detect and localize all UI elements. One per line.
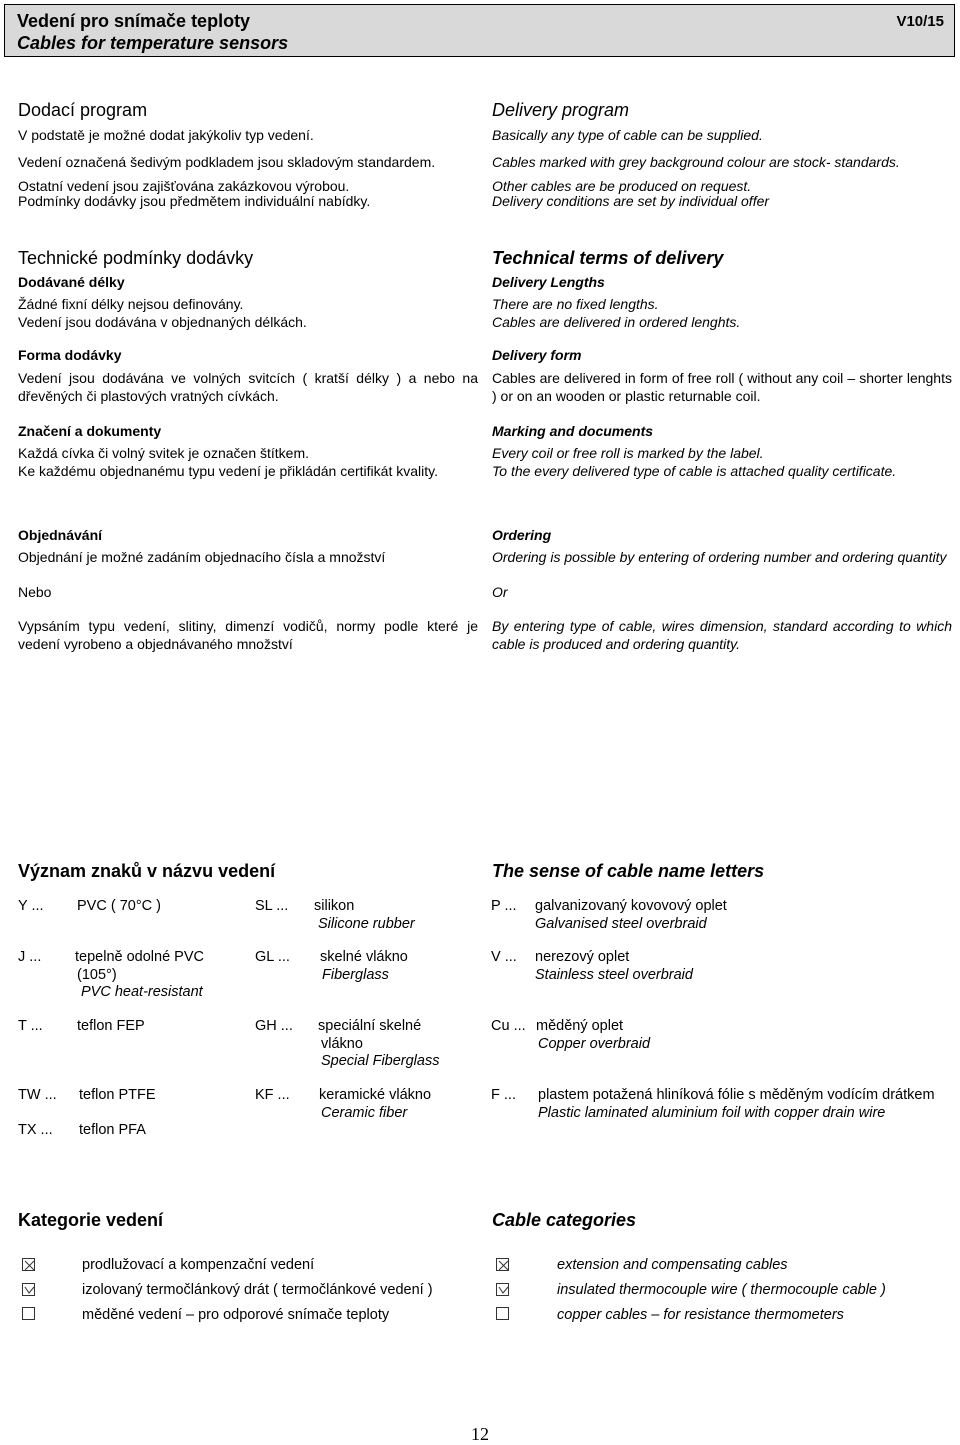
text-paragraph: By entering type of cable, wires dimension, standard according to which cable is produced and ordering quantity.	[492, 618, 952, 652]
text-line: To the every delivered type of cable is attached quality certificate.	[492, 462, 897, 479]
text-line: Other cables are be produced on request.	[492, 178, 752, 194]
subsection-title: Objednávání	[18, 527, 103, 543]
category-label-en: copper cables – for resistance thermometers	[557, 1307, 844, 1323]
text-paragraph: Cables are delivered in form of free roll ( without any coil – shorter lenghts ) or on an wooden or plastic returnable coil.	[492, 370, 952, 404]
category-label-cz: měděné vedení – pro odporové snímače teploty	[82, 1307, 390, 1323]
letter-description-en: Galvanised steel overbraid	[535, 915, 707, 932]
letter-description: nerezový oplet	[535, 949, 630, 965]
text-line: Every coil or free roll is marked by the label.	[492, 445, 764, 461]
x-checkbox-icon	[496, 1258, 509, 1271]
category-label-cz: prodlužovací a kompenzační vedení	[82, 1257, 315, 1273]
text-paragraph: Vypsáním typu vedení, slitiny, dimenzí vodičů, normy podle které je vedení vyrobeno a objednávaného množství	[18, 618, 478, 652]
text-line: Basically any type of cable can be supplied.	[492, 127, 763, 143]
header-version: V10/15	[896, 13, 944, 30]
page-number: 12	[471, 1424, 489, 1444]
text-line: Ke každému objednanému typu vedení je přikládán certifikát kvality.	[18, 462, 438, 479]
letter-code: J ...	[18, 949, 42, 965]
subsection-title: Forma dodávky	[18, 347, 122, 363]
letter-description: teflon FEP	[77, 1018, 145, 1034]
letter-description: tepelně odolné PVC	[75, 949, 204, 965]
letter-code: KF ...	[255, 1087, 290, 1103]
check-checkbox-icon	[22, 1283, 35, 1296]
letter-description: vlákno	[321, 1035, 363, 1052]
letter-description-en: Plastic laminated aluminium foil with copper drain wire	[538, 1104, 886, 1121]
text-paragraph: Ordering is possible by entering of ordering number and ordering quantity	[492, 549, 947, 565]
text-line: Or	[492, 583, 508, 600]
ordering-cz	[18, 526, 478, 653]
letter-description: keramické vlákno	[319, 1087, 432, 1103]
letters-title-en: The sense of cable name letters	[492, 861, 765, 881]
letter-description: teflon PTFE	[79, 1087, 156, 1103]
text-line: Ostatní vedení jsou zajišťována zakázkovou výrobou.	[18, 178, 350, 194]
subsection-title: Marking and documents	[492, 423, 654, 439]
text-line: Cables are delivered in ordered lenghts.	[492, 313, 741, 330]
section-title: Technical terms of delivery	[492, 248, 724, 268]
section-title: Dodací program	[18, 100, 148, 120]
section-title: Technické podmínky dodávky	[18, 248, 254, 268]
empty-checkbox-icon	[496, 1307, 509, 1320]
letter-code: GL ...	[255, 949, 290, 965]
text-line: Objednání je možné zadáním objednacího čísla a množství	[18, 549, 386, 565]
section-title: Delivery program	[492, 100, 630, 120]
letter-code: TX ...	[18, 1122, 53, 1138]
text-line: Podmínky dodávky jsou předmětem individuální nabídky.	[18, 193, 371, 209]
letter-description: teflon PFA	[79, 1122, 146, 1138]
letter-description-en: Stainless steel overbraid	[535, 966, 693, 983]
letter-code: P ...	[491, 898, 517, 914]
letter-description: silikon	[314, 898, 355, 914]
letter-description: galvanizovaný kovovový oplet	[535, 898, 727, 914]
text-paragraph: Vedení jsou dodávána ve volných svitcích ( kratší délky ) a nebo na dřevěných či plastových vratných cívkách.	[18, 370, 478, 404]
text-line: V podstatě je možné dodat jakýkoliv typ vedení.	[18, 127, 314, 143]
letter-description-en: Ceramic fiber	[321, 1104, 408, 1121]
delivery-program-cz	[18, 99, 478, 211]
header-title-cz: Vedení pro snímače teploty	[17, 11, 251, 31]
letter-description-en: Copper overbraid	[538, 1035, 651, 1052]
text-line: There are no fixed lengths.	[492, 296, 659, 312]
letter-description: (105°)	[77, 966, 117, 983]
empty-checkbox-icon	[22, 1307, 35, 1320]
categories-title-cz: Kategorie vedení	[18, 1210, 164, 1230]
delivery-program-en	[492, 99, 952, 211]
letter-code: F ...	[491, 1087, 516, 1103]
letter-code: V ...	[491, 949, 517, 965]
letter-description: měděný oplet	[536, 1018, 624, 1034]
subsection-title: Ordering	[492, 527, 552, 543]
text-line: Nebo	[18, 583, 52, 600]
letter-code: Y ...	[18, 898, 44, 914]
text-line: Delivery conditions are set by individual offer	[492, 193, 770, 209]
letter-description-en: Silicone rubber	[318, 915, 415, 932]
subsection-title: Delivery form	[492, 347, 582, 363]
letter-description-en: Fiberglass	[322, 966, 389, 983]
category-label-en: insulated thermocouple wire ( thermocouple cable )	[557, 1282, 886, 1298]
letter-code: TW ...	[18, 1087, 57, 1103]
text-line: Každá cívka či volný svitek je označen štítkem.	[18, 445, 310, 461]
subsection-title: Značení a dokumenty	[18, 423, 162, 439]
letter-code: Cu ...	[491, 1018, 526, 1034]
header-title-en: Cables for temperature sensors	[17, 33, 289, 53]
category-label-cz: izolovaný termočlánkový drát ( termočlánkové vedení )	[82, 1282, 433, 1298]
letters-title-cz: Význam znaků v názvu vedení	[18, 861, 276, 881]
x-checkbox-icon	[22, 1258, 35, 1271]
check-checkbox-icon	[496, 1283, 509, 1296]
letter-description: speciální skelné	[318, 1018, 422, 1034]
header-bar	[4, 4, 955, 57]
text-line: Vedení označená šedivým podkladem jsou skladovým standardem.	[18, 154, 436, 170]
text-line: Vedení jsou dodávána v objednaných délkách.	[18, 313, 307, 330]
letter-description: PVC ( 70°C )	[77, 898, 161, 914]
category-label-en: extension and compensating cables	[557, 1257, 788, 1273]
letter-code: T ...	[18, 1018, 43, 1034]
text-line: Žádné fixní délky nejsou definovány.	[18, 296, 244, 312]
letter-description: skelné vlákno	[320, 949, 408, 965]
letter-code: GH ...	[255, 1018, 293, 1034]
categories-title-en: Cable categories	[492, 1210, 637, 1230]
letter-description-en: PVC heat-resistant	[81, 984, 203, 1000]
text-line: Cables marked with grey background colour are stock- standards.	[492, 154, 900, 170]
subsection-title: Dodávané délky	[18, 274, 125, 290]
technical-terms-cz	[18, 247, 478, 480]
ordering-en	[492, 526, 952, 653]
letter-description-en: Special Fiberglass	[321, 1053, 440, 1069]
letter-description: plastem potažená hliníková fólie s měděným vodícím drátkem	[538, 1087, 935, 1103]
technical-terms-en	[492, 247, 952, 480]
subsection-title: Delivery Lengths	[492, 274, 605, 290]
letter-code: SL ...	[255, 898, 289, 914]
